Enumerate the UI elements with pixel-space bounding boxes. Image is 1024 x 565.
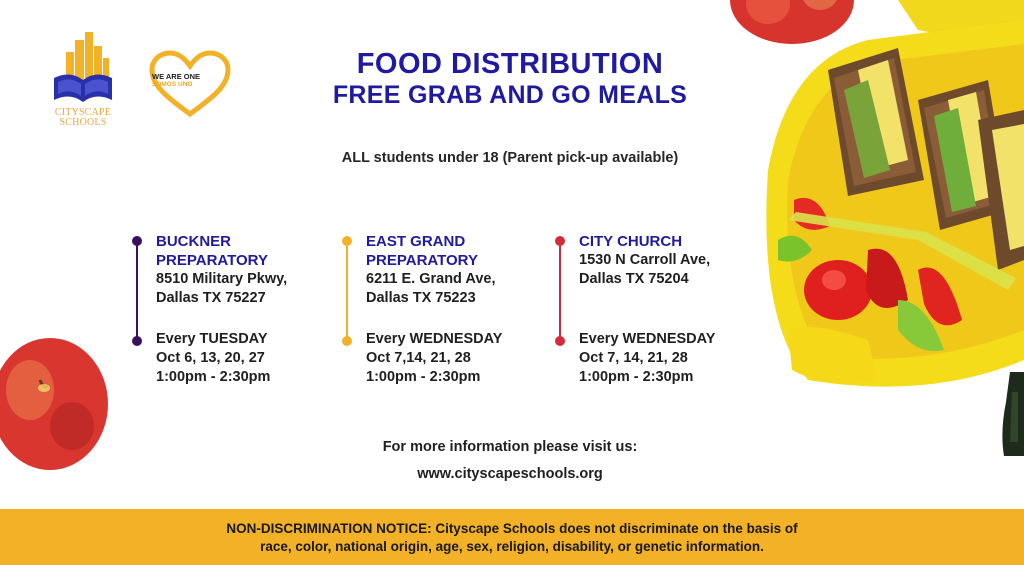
bottle-image <box>1000 372 1024 456</box>
timeline-dot <box>555 336 565 346</box>
site-address: 6211 E. Grand Ave, Dallas TX 75223 <box>366 271 496 306</box>
eligibility-text: ALL students under 18 (Parent pick-up available) <box>341 150 679 166</box>
non-discrimination-notice: NON-DISCRIMINATION NOTICE: Cityscape Schools does not discriminate on the basis of race, color, national origin, age, sex, religion, disability, or genetic information. <box>226 521 798 554</box>
non-discrimination-banner <box>0 509 1024 565</box>
site-schedule: Every TUESDAY Oct 6, 13, 20, 27 1:00pm - 2:30pm <box>156 331 271 385</box>
site-east-grand <box>366 232 546 385</box>
timeline-dot <box>132 236 142 246</box>
site-name: BUCKNER PREPARATORY <box>156 233 268 269</box>
timeline-rail <box>559 240 561 344</box>
somos-uno-text: SOMOS UNO <box>152 81 193 88</box>
timeline-dot <box>132 336 142 346</box>
site-name: EAST GRAND PREPARATORY <box>366 233 478 269</box>
cityscape-schools-wordmark: CITYSCAPE SCHOOLS <box>54 107 112 128</box>
headline-subtitle: FREE GRAB AND GO MEALS <box>332 81 688 109</box>
timeline-dot <box>555 236 565 246</box>
city-book-icon <box>50 30 116 108</box>
headline-title: FOOD DISTRIBUTION <box>356 48 664 80</box>
site-address: 8510 Military Pkwy, Dallas TX 75227 <box>156 271 288 306</box>
site-buckner <box>156 232 336 385</box>
more-info <box>330 434 690 488</box>
timeline-dot <box>342 236 352 246</box>
headline <box>280 48 740 110</box>
we-are-one-text: WE ARE ONE <box>152 72 201 81</box>
cityscape-schools-logo <box>50 30 116 130</box>
site-address: 1530 N Carroll Ave, Dallas TX 75204 <box>579 252 711 287</box>
timeline-dot <box>342 336 352 346</box>
apple-image <box>0 330 112 478</box>
lunchbox-image <box>748 0 1024 400</box>
site-schedule: Every WEDNESDAY Oct 7, 14, 21, 28 1:00pm - 2:30pm <box>579 331 716 385</box>
site-city-church <box>579 232 759 385</box>
website-link[interactable]: www.cityscapeschools.org <box>417 466 603 482</box>
timeline-rail <box>136 240 138 344</box>
timeline-rail <box>346 240 348 344</box>
we-are-one-logo <box>148 50 232 120</box>
site-name: CITY CHURCH <box>579 233 683 250</box>
more-info-text: For more information please visit us: <box>382 439 638 455</box>
site-schedule: Every WEDNESDAY Oct 7,14, 21, 28 1:00pm - 2:30pm <box>366 331 503 385</box>
